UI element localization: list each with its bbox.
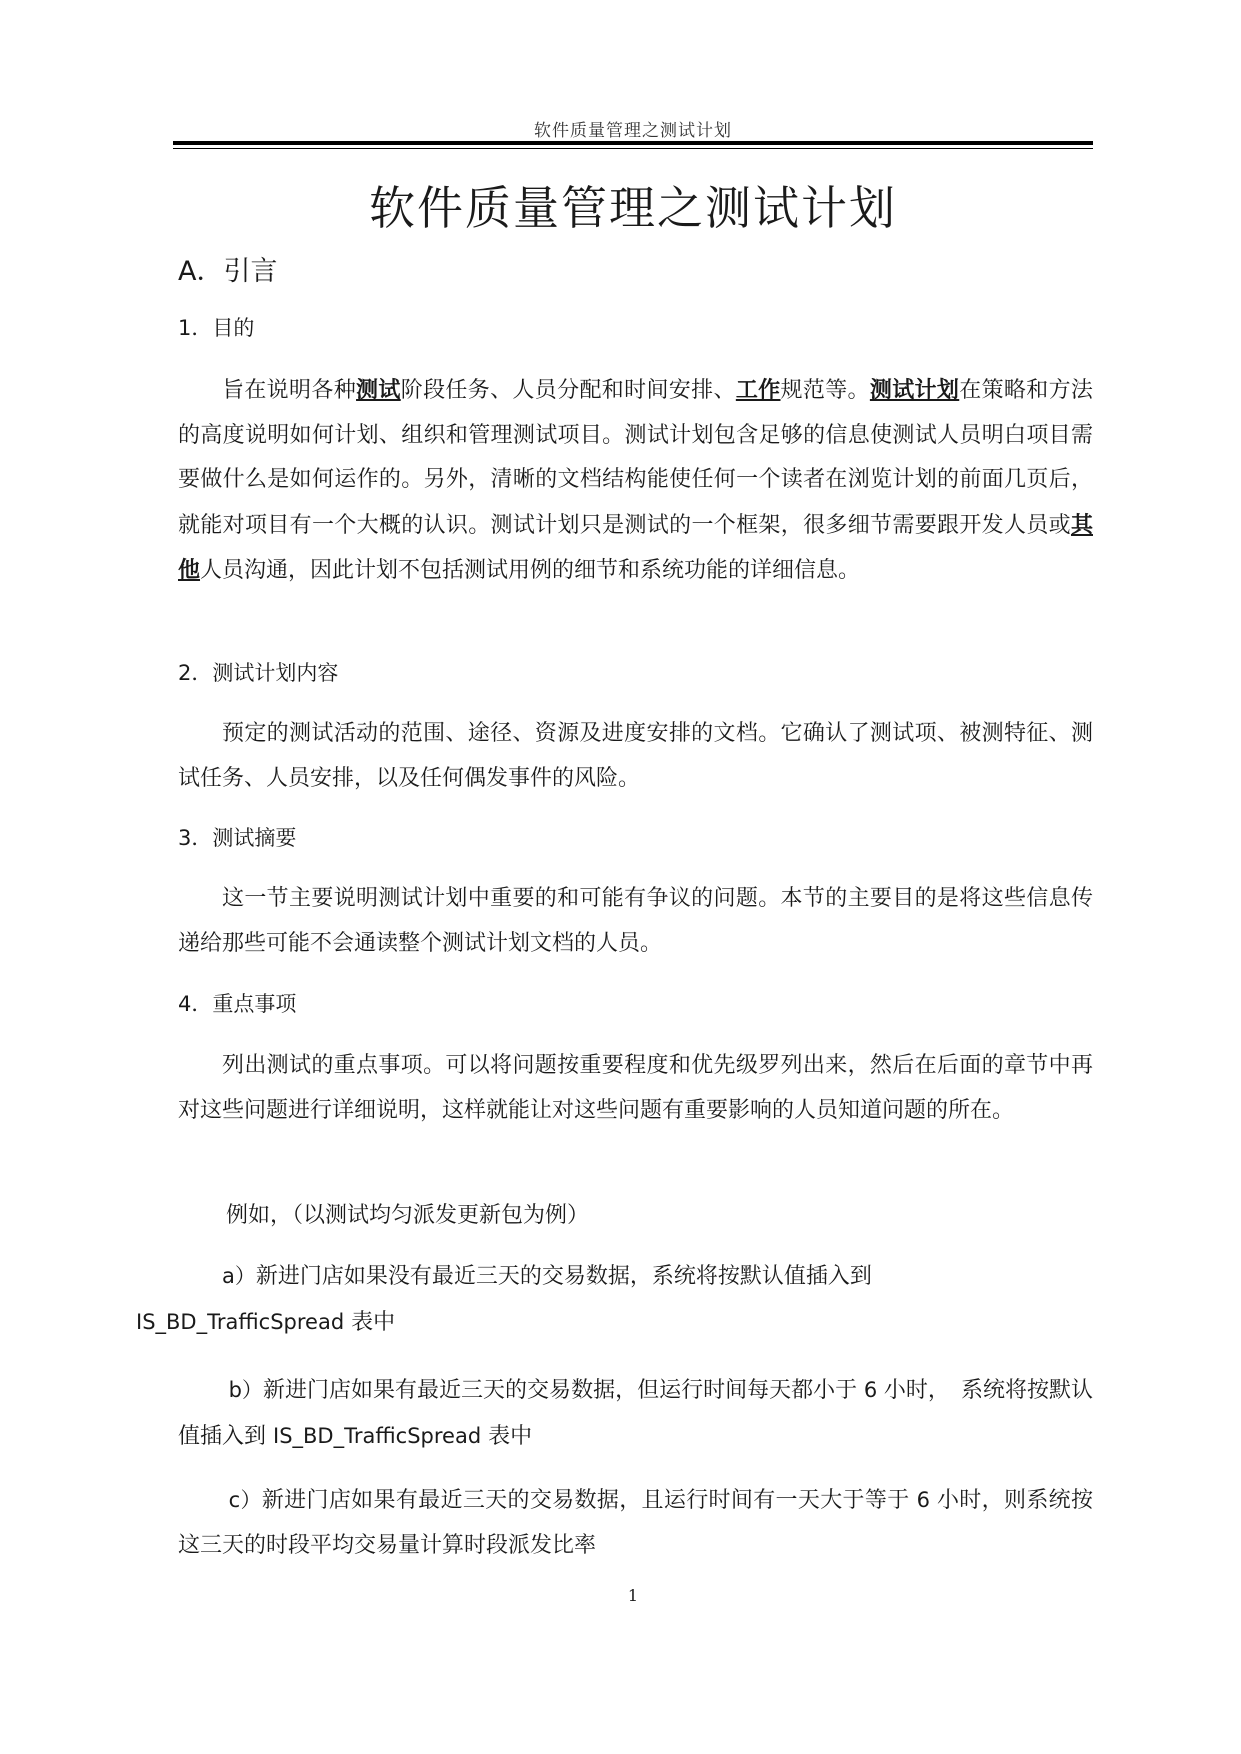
item-a [136, 1254, 1093, 1345]
header-rule-thick [173, 141, 1093, 145]
item-b-suffix: 表中 [481, 1423, 533, 1449]
item-c-text-1: 新进门店如果有最近三天的交易数据，且运行时间有一天大于等于 [261, 1488, 910, 1513]
section-a-heading: A．引言 [178, 256, 278, 287]
text-run: 规范等。 [780, 378, 870, 403]
link-gongzuo[interactable]: 工作 [735, 377, 781, 403]
section-4-heading: 4．重点事项 [178, 992, 297, 1016]
link-qita[interactable]: 其他 [178, 511, 1093, 583]
text-run: 人员沟通，因此计划不包括测试用例的细节和系统功能的详细信息。 [200, 558, 861, 583]
running-header: 软件质量管理之测试计划 [534, 121, 732, 141]
item-b-number: 6 [857, 1378, 884, 1402]
text-run: 在策略和方法的高度说明如何计划、组织和管理测试项目。测试计划包含足够的信息使测试人员明白项目需要做什么是如何运作的。另外，清晰的文档结构能使任何一个读者在浏览计划的前面几页后，就能对项目有一个大概的认识。测试计划只是测试的一个框架，很多细节需要跟开发人员或 [178, 378, 1093, 538]
section-1-paragraph [178, 368, 1093, 594]
item-c-marker: c） [228, 1488, 262, 1512]
item-a-marker: a） [222, 1264, 256, 1288]
item-c [178, 1478, 1093, 1568]
section-2-heading: 2．测试计划内容 [178, 661, 339, 685]
section-1-heading: 1．目的 [178, 316, 255, 340]
section-4-paragraph: 列出测试的重点事项。可以将问题按重要程度和优先级罗列出来，然后在后面的章节中再对这些问题进行详细说明，这样就能让对这些问题有重要影响的人员知道问题的所在。 [178, 1053, 1093, 1123]
example-intro: 例如，（以测试均匀派发更新包为例） [226, 1203, 590, 1228]
item-a-table-name: IS_BD_TrafficSpread [136, 1309, 345, 1334]
text-run: 旨在说明各种 [222, 378, 357, 403]
item-a-text: 新进门店如果没有最近三天的交易数据，系统将按默认值插入到 [255, 1264, 872, 1289]
item-b-text-1: 新进门店如果有最近三天的交易数据，但运行时间每天都小于 [262, 1378, 858, 1403]
item-c-text-2: 小时，则系统按这三天的时段平均交易量计算时段派发比率 [178, 1488, 1093, 1558]
page-number: 1 [627, 1586, 639, 1605]
section-3-heading: 3．测试摘要 [178, 826, 297, 850]
item-c-number: 6 [909, 1488, 937, 1512]
link-ceshi-jihua[interactable]: 测试计划 [869, 377, 960, 403]
link-ceshi[interactable]: 测试 [356, 377, 401, 403]
item-b-marker: b） [228, 1378, 263, 1402]
item-a-suffix: 表中 [344, 1309, 396, 1335]
document-title: 软件质量管理之测试计划 [369, 181, 897, 235]
section-3-paragraph: 这一节主要说明测试计划中重要的和可能有争议的问题。本节的主要目的是将这些信息传递给那些可能不会通读整个测试计划文档的人员。 [178, 886, 1093, 956]
item-b [178, 1368, 1093, 1459]
text-run: 阶段任务、人员分配和时间安排、 [400, 378, 736, 403]
section-2-paragraph: 预定的测试活动的范围、途径、资源及进度安排的文档。它确认了测试项、被测特征、测试任务、人员安排，以及任何偶发事件的风险。 [178, 721, 1093, 791]
item-b-text-2: 小时， 系统将按默认值插入到 [178, 1378, 1093, 1449]
header-rule-thin [173, 148, 1093, 149]
item-b-table-name: IS_BD_TrafficSpread [273, 1423, 482, 1448]
